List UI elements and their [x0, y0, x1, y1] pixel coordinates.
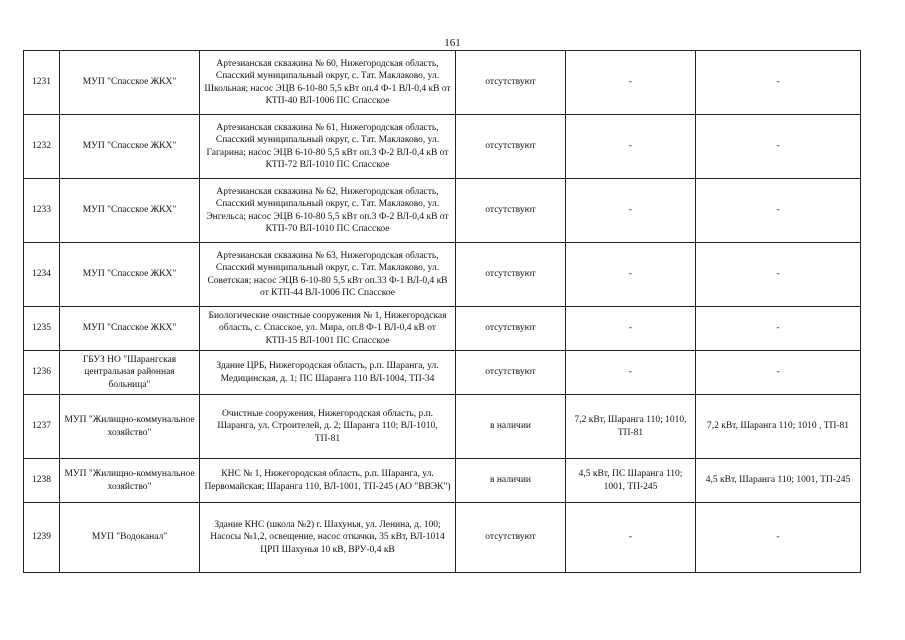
page-number: 161: [444, 37, 461, 49]
capacity-value: 7,2 кВт, Шаранга 110; 1010, ТП-81: [566, 395, 696, 459]
row-number: 1238: [24, 459, 60, 503]
object-description: КНС № 1, Нижегородская область, р.п. Шаранга, ул. Первомайская; Шаранга 110, ВЛ-1001, ТП-245 (АО "ВВЭК"): [200, 459, 456, 503]
organization: МУП "Спасское ЖКХ": [60, 51, 200, 115]
organization: ГБУЗ НО "Шарангская центральная районная больница": [60, 351, 200, 395]
row-number: 1237: [24, 395, 60, 459]
organization: МУП "Спасское ЖКХ": [60, 179, 200, 243]
capacity-value: -: [566, 115, 696, 179]
object-description: Биологические очистные сооружения № 1, Нижегородская область, с. Спасское, ул. Мира, оп.8 Ф-1 ВЛ-0,4 кВ от КТП-15 ВЛ-1001 ПС Спасское: [200, 307, 456, 351]
capacity-detail: 7,2 кВт, Шаранга 110; 1010 , ТП-81: [696, 395, 861, 459]
object-description: Артезианская скважина № 63, Нижегородская область, Спасский муниципальный округ, с. Тат. Маклаково, ул. Советская; насос ЭЦВ 6-10-80 5,5 кВт оп.33 Ф-1 ВЛ-0,4 кВ от КТП-44 ВЛ-1006 ПС Спасское: [200, 243, 456, 307]
table-row: [24, 351, 861, 395]
availability-status: в наличии: [456, 395, 566, 459]
object-description: Очистные сооружения, Нижегородская область, р.п. Шаранга, ул. Строителей, д. 2; Шаранга 110; ВЛ-1010, ТП-81: [200, 395, 456, 459]
organization: МУП "Спасское ЖКХ": [60, 243, 200, 307]
capacity-detail: -: [696, 307, 861, 351]
object-description: Здание КНС (школа №2) г. Шахунья, ул. Ленина, д. 100; Насосы №1,2, освещение, насос откачки, 35 кВт, ВЛ-1014 ЦРП Шахунья 10 кВ, ВРУ-0,4 кВ: [200, 503, 456, 573]
table-row: [24, 395, 861, 459]
row-number: 1233: [24, 179, 60, 243]
table-row: [24, 115, 861, 179]
availability-status: отсутствуют: [456, 115, 566, 179]
capacity-value: -: [566, 243, 696, 307]
row-number: 1236: [24, 351, 60, 395]
capacity-detail: -: [696, 51, 861, 115]
capacity-value: -: [566, 351, 696, 395]
table-row: [24, 243, 861, 307]
organization: МУП "Спасское ЖКХ": [60, 115, 200, 179]
organization: МУП "Спасское ЖКХ": [60, 307, 200, 351]
availability-status: отсутствуют: [456, 307, 566, 351]
availability-status: отсутствуют: [456, 179, 566, 243]
capacity-value: 4,5 кВт, ПС Шаранга 110; 1001, ТП-245: [566, 459, 696, 503]
capacity-detail: -: [696, 351, 861, 395]
row-number: 1235: [24, 307, 60, 351]
row-number: 1232: [24, 115, 60, 179]
object-description: Здание ЦРБ, Нижегородская область, р.п. Шаранга, ул. Медицинская, д. 1; ПС Шаранга 110 ВЛ-1004, ТП-34: [200, 351, 456, 395]
table-row: [24, 179, 861, 243]
availability-status: отсутствуют: [456, 503, 566, 573]
row-number: 1239: [24, 503, 60, 573]
capacity-detail: -: [696, 503, 861, 573]
object-description: Артезианская скважина № 62, Нижегородская область, Спасский муниципальный округ, с. Тат. Маклаково, ул. Энгельса; насос ЭЦВ 6-10-80 5,5 кВт оп.3 Ф-2 ВЛ-0,4 кВ от КТП-70 ВЛ-1010 ПС Спасское: [200, 179, 456, 243]
availability-status: в наличии: [456, 459, 566, 503]
row-number: 1234: [24, 243, 60, 307]
data-table: [23, 50, 861, 573]
organization: МУП "Жилищно-коммунальное хозяйство": [60, 395, 200, 459]
capacity-value: -: [566, 503, 696, 573]
capacity-detail: -: [696, 243, 861, 307]
availability-status: отсутствуют: [456, 351, 566, 395]
availability-status: отсутствуют: [456, 243, 566, 307]
object-description: Артезианская скважина № 60, Нижегородская область, Спасский муниципальный округ, с. Тат. Маклаково, ул. Школьная; насос ЭЦВ 6-10-80 5,5 кВт оп.4 Ф-1 ВЛ-0,4 кВ от КТП-40 ВЛ-1006 ПС Спасское: [200, 51, 456, 115]
table-row: [24, 307, 861, 351]
organization: МУП "Жилищно-коммунальное хозяйство": [60, 459, 200, 503]
object-description: Артезианская скважина № 61, Нижегородская область, Спасский муниципальный округ, с. Тат. Маклаково, ул. Гагарина; насос ЭЦВ 6-10-80 5,5 кВт оп.3 Ф-2 ВЛ-0,4 кВ от КТП-72 ВЛ-1010 ПС Спасское: [200, 115, 456, 179]
table-row: [24, 459, 861, 503]
capacity-value: -: [566, 307, 696, 351]
capacity-detail: 4,5 кВт, Шаранга 110; 1001, ТП-245: [696, 459, 861, 503]
capacity-value: -: [566, 179, 696, 243]
table-row: [24, 503, 861, 573]
availability-status: отсутствуют: [456, 51, 566, 115]
capacity-detail: -: [696, 179, 861, 243]
organization: МУП "Водоканал": [60, 503, 200, 573]
table-row: [24, 51, 861, 115]
row-number: 1231: [24, 51, 60, 115]
capacity-detail: -: [696, 115, 861, 179]
capacity-value: -: [566, 51, 696, 115]
